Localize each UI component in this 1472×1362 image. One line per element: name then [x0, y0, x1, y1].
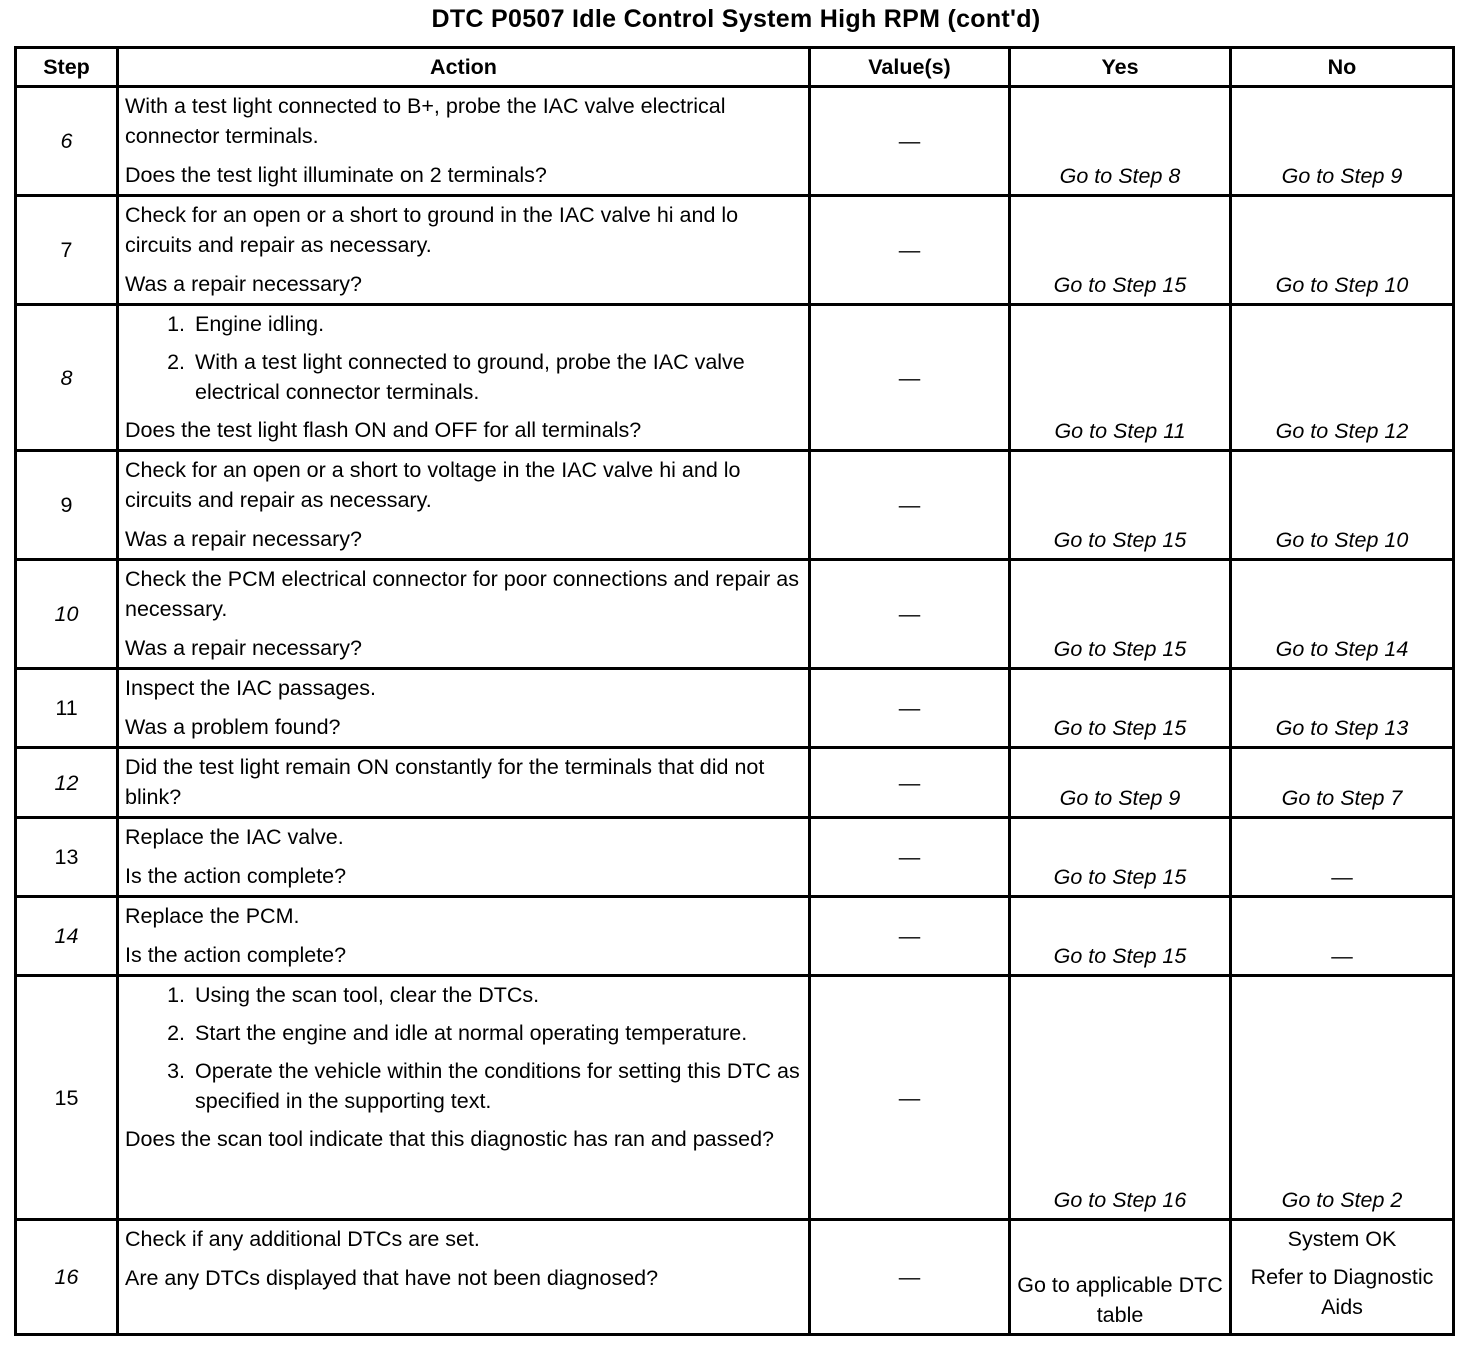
- table-row: [16, 669, 1454, 748]
- action-question: Did the test light remain ON constantly for the terminals that did not blink?: [125, 755, 765, 809]
- action-cell: [118, 560, 810, 669]
- page-title: DTC P0507 Idle Control System High RPM (cont'd): [431, 5, 1041, 33]
- action-text: With a test light connected to B+, probe the IAC valve electrical connector terminals.: [125, 94, 726, 148]
- no-line: System OK: [1287, 1227, 1397, 1251]
- value-cell: —: [810, 818, 1010, 897]
- action-question: Was a repair necessary?: [125, 272, 362, 296]
- step-number: 10: [16, 560, 118, 669]
- no-cell: Go to Step 9: [1231, 87, 1454, 196]
- action-list-item: 1. Engine idling.: [191, 309, 802, 339]
- action-question: Was a problem found?: [125, 715, 341, 739]
- action-cell: [118, 818, 810, 897]
- no-cell: Go to Step 12: [1231, 305, 1454, 451]
- value-cell: —: [810, 897, 1010, 976]
- step-number: 12: [16, 748, 118, 818]
- step-number: 8: [16, 305, 118, 451]
- step-number: 11: [16, 669, 118, 748]
- table-row: [16, 897, 1454, 976]
- yes-cell: Go to Step 15: [1010, 451, 1231, 560]
- no-cell: —: [1231, 818, 1454, 897]
- action-question: Is the action complete?: [125, 864, 347, 888]
- action-list: [125, 980, 802, 1116]
- yes-cell: Go to Step 15: [1010, 669, 1231, 748]
- yes-cell: Go to Step 15: [1010, 560, 1231, 669]
- action-cell: [118, 748, 810, 818]
- step-number: 16: [16, 1220, 118, 1335]
- action-cell: [118, 1220, 810, 1335]
- action-question: Are any DTCs displayed that have not been diagnosed?: [125, 1266, 659, 1290]
- table-row: [16, 560, 1454, 669]
- yes-cell: Go to Step 15: [1010, 196, 1231, 305]
- action-list-item: 3. Operate the vehicle within the conditions for setting this DTC as specified in the supporting text.: [191, 1056, 802, 1116]
- action-text: Check for an open or a short to ground in the IAC valve hi and lo circuits and repair as necessary.: [125, 203, 739, 257]
- no-line: Refer to Diagnostic Aids: [1250, 1265, 1434, 1319]
- yes-cell: Go to Step 15: [1010, 897, 1231, 976]
- action-question: Does the test light flash ON and OFF for all terminals?: [125, 418, 642, 442]
- action-list-item: 2. With a test light connected to ground, probe the IAC valve electrical connector terminals.: [191, 347, 802, 407]
- yes-cell: Go to applicable DTC table: [1010, 1220, 1231, 1335]
- header-values: Value(s): [810, 48, 1010, 87]
- action-text: Check the PCM electrical connector for poor connections and repair as necessary.: [125, 567, 800, 621]
- yes-cell: Go to Step 11: [1010, 305, 1231, 451]
- step-number: 15: [16, 976, 118, 1220]
- action-text: Check if any additional DTCs are set.: [125, 1227, 480, 1251]
- action-cell: [118, 196, 810, 305]
- step-number: 7: [16, 196, 118, 305]
- value-cell: —: [810, 196, 1010, 305]
- step-number: 9: [16, 451, 118, 560]
- step-number: 14: [16, 897, 118, 976]
- action-question: Does the test light illuminate on 2 terminals?: [125, 163, 547, 187]
- action-cell: [118, 897, 810, 976]
- table-row: [16, 748, 1454, 818]
- no-cell: Go to Step 10: [1231, 451, 1454, 560]
- no-cell: Go to Step 7: [1231, 748, 1454, 818]
- step-number: 13: [16, 818, 118, 897]
- no-cell: —: [1231, 897, 1454, 976]
- step-number: 6: [16, 87, 118, 196]
- table-row: [16, 818, 1454, 897]
- table-row: [16, 196, 1454, 305]
- value-cell: —: [810, 976, 1010, 1220]
- yes-cell: Go to Step 9: [1010, 748, 1231, 818]
- table-header-row: [16, 48, 1454, 87]
- header-no: No: [1231, 48, 1454, 87]
- action-list-item: 1. Using the scan tool, clear the DTCs.: [191, 980, 802, 1010]
- action-question: Does the scan tool indicate that this diagnostic has ran and passed?: [125, 1127, 774, 1151]
- no-cell: Go to Step 10: [1231, 196, 1454, 305]
- table-row: [16, 1220, 1454, 1335]
- action-text: Inspect the IAC passages.: [125, 676, 376, 700]
- no-cell: [1231, 1220, 1454, 1335]
- value-cell: —: [810, 451, 1010, 560]
- action-question: Was a repair necessary?: [125, 527, 362, 551]
- action-cell: [118, 87, 810, 196]
- header-step: Step: [16, 48, 118, 87]
- action-text: Replace the PCM.: [125, 904, 300, 928]
- no-cell: Go to Step 2: [1231, 976, 1454, 1220]
- action-text: Check for an open or a short to voltage in the IAC valve hi and lo circuits and repair as necessary.: [125, 458, 741, 512]
- no-cell: Go to Step 13: [1231, 669, 1454, 748]
- yes-cell: Go to Step 16: [1010, 976, 1231, 1220]
- action-cell: [118, 305, 810, 451]
- value-cell: —: [810, 1220, 1010, 1335]
- action-cell: [118, 451, 810, 560]
- action-cell: [118, 669, 810, 748]
- value-cell: —: [810, 560, 1010, 669]
- action-cell: [118, 976, 810, 1220]
- action-question: Was a repair necessary?: [125, 636, 362, 660]
- action-text: Replace the IAC valve.: [125, 825, 344, 849]
- yes-cell: Go to Step 15: [1010, 818, 1231, 897]
- table-row: [16, 976, 1454, 1220]
- diagnostic-table: [14, 46, 1455, 1336]
- table-row: [16, 87, 1454, 196]
- header-yes: Yes: [1010, 48, 1231, 87]
- table-row: [16, 451, 1454, 560]
- yes-cell: Go to Step 8: [1010, 87, 1231, 196]
- value-cell: —: [810, 305, 1010, 451]
- action-question: Is the action complete?: [125, 943, 347, 967]
- value-cell: —: [810, 87, 1010, 196]
- no-cell: Go to Step 14: [1231, 560, 1454, 669]
- header-action: Action: [118, 48, 810, 87]
- action-list-item: 2. Start the engine and idle at normal operating temperature.: [191, 1018, 802, 1048]
- value-cell: —: [810, 748, 1010, 818]
- table-row: [16, 305, 1454, 451]
- value-cell: —: [810, 669, 1010, 748]
- action-list: [125, 309, 802, 407]
